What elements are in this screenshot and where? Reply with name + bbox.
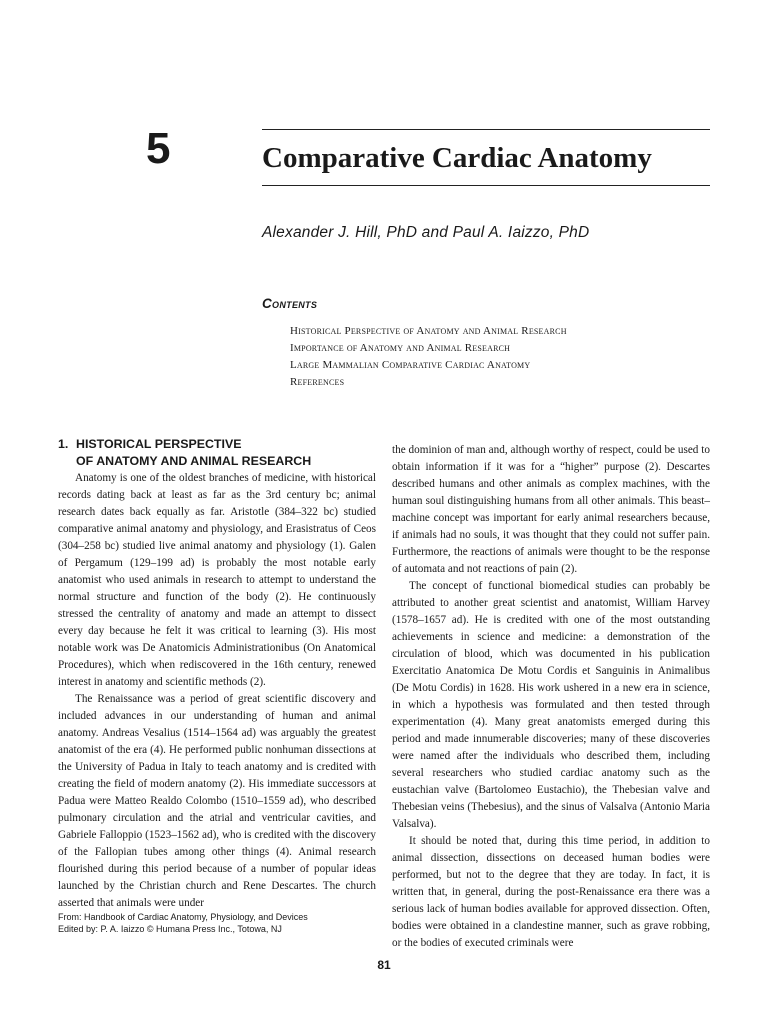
section-number: 1. <box>58 437 69 451</box>
section-title-line1: HISTORICAL PERSPECTIVE <box>76 437 242 451</box>
title-bottom-rule <box>262 185 710 186</box>
contents-item-importance: Importance of Anatomy and Animal Research <box>290 342 511 354</box>
chapter-number: 5 <box>146 124 171 173</box>
source-footnote <box>58 911 388 935</box>
page-number: 81 <box>377 958 391 972</box>
title-top-rule <box>262 129 710 130</box>
contents-item-references: References <box>290 376 345 388</box>
body-paragraph: the dominion of man and, although worthy of respect, could be used to obtain information if it was for a “higher” purpose (2). Descartes described humans and other animals as complex machines, with the human soul distinguishing humans from all other animals. This beast–machine concept was important for early animal researchers because, if animals had no souls, it was thought that they could not suffer pain. Furthermore, the reactions of animals were thought to be the response of automata and not reactions of pain (2). <box>392 444 710 575</box>
chapter-authors: Alexander J. Hill, PhD and Paul A. Iaizzo, PhD <box>262 224 590 241</box>
footnote-line2: Edited by: P. A. Iaizzo © Humana Press Inc., Totowa, NJ <box>58 924 282 934</box>
footnote-line1: From: Handbook of Cardiac Anatomy, Physiology, and Devices <box>58 912 308 922</box>
body-paragraph: The concept of functional biomedical studies can probably be attributed to another great scientist and anatomist, William Harvey (1578–1657 ad). He is credited with one of the most outstanding achievements in science and medicine: a demonstration of the circulation of blood, which was documented in his publication Exercitatio Anatomica De Motu Cordis et Sanguinis in Animalibus (De Motu Cordis) in 1628. His work ushered in a new era in science, in which a hypothesis was formulated and then tested through experimentation (4). Many great anatomists emerged during this period and made innumerable discoveries; many of these discoveries were named after the individuals who described them, including several researchers who studied cardiac anatomy such as the eustachian valve (Bartolomeo Eustachio), the Thebesian valve and Thebesian veins (Thebesius), and the sinus of Valsalva (Antonio Maria Valsalva). <box>392 580 710 830</box>
section-heading <box>58 436 311 470</box>
body-paragraph: The Renaissance was a period of great scientific discovery and included advances in our understanding of human and animal anatomy. Andreas Vesalius (1514–1564 ad) was arguably the greatest anatomist of the era (4). He performed public nonhuman dissections at the University of Padua in Italy to teach anatomy and is credited with creating the field of modern anatomy (2). His immediate successors at Padua were Matteo Realdo Colombo (1510–1559 ad), who described pulmonary circulation and the atrial and ventricular cavities, and Gabriele Falloppio (1523–1562 ad), who is credited with the discovery of the Fallopian tubes among other things (4). Animal research flourished during this period because of a number of popular ideas launched by the Christian church and Rene Descartes. The church asserted that animals were under <box>58 693 376 909</box>
section-title-line2: OF ANATOMY AND ANIMAL RESEARCH <box>76 454 312 468</box>
left-column <box>58 470 376 912</box>
contents-item-large-mammalian: Large Mammalian Comparative Cardiac Anatomy <box>290 359 531 371</box>
right-column <box>392 442 710 952</box>
body-paragraph: Anatomy is one of the oldest branches of medicine, with historical records dating back at least as far as the 3rd century bc; animal research dates back equally as far. Aristotle (384–322 bc) studied comparative animal anatomy and physiology, and Erasistratus of Ceos (304–258 bc) studied live animal anatomy and physiology (1). Galen of Pergamum (129–199 ad) is probably the most notable early anatomist who used animals in research to attempt to understand the normal structure and function of the body (2). He continuously stressed the centrality of anatomy and made an attempt to dissect every day because he felt it was critical to learning (3). His most notable work was De Anatomicis Administrationibus (On Anatomical Procedures), which when rediscovered in the 16th century, renewed interest in anatomy and scientific methods (2). <box>58 472 376 688</box>
body-paragraph: It should be noted that, during this time period, in addition to animal dissection, dissections on deceased human bodies were performed, but not to the degree that they are today. In fact, it is written that, in general, during the post-Renaissance era there was a serious lack of human bodies available for approved dissection. Often, bodies were obtained in a clandestine manner, such as grave robbing, or the bodies of executed criminals were <box>392 835 710 949</box>
contents-heading: Contents <box>262 296 318 311</box>
chapter-title: Comparative Cardiac Anatomy <box>262 142 652 174</box>
contents-list <box>290 323 567 391</box>
contents-item-historical: Historical Perspective of Anatomy and Animal Research <box>290 325 567 337</box>
